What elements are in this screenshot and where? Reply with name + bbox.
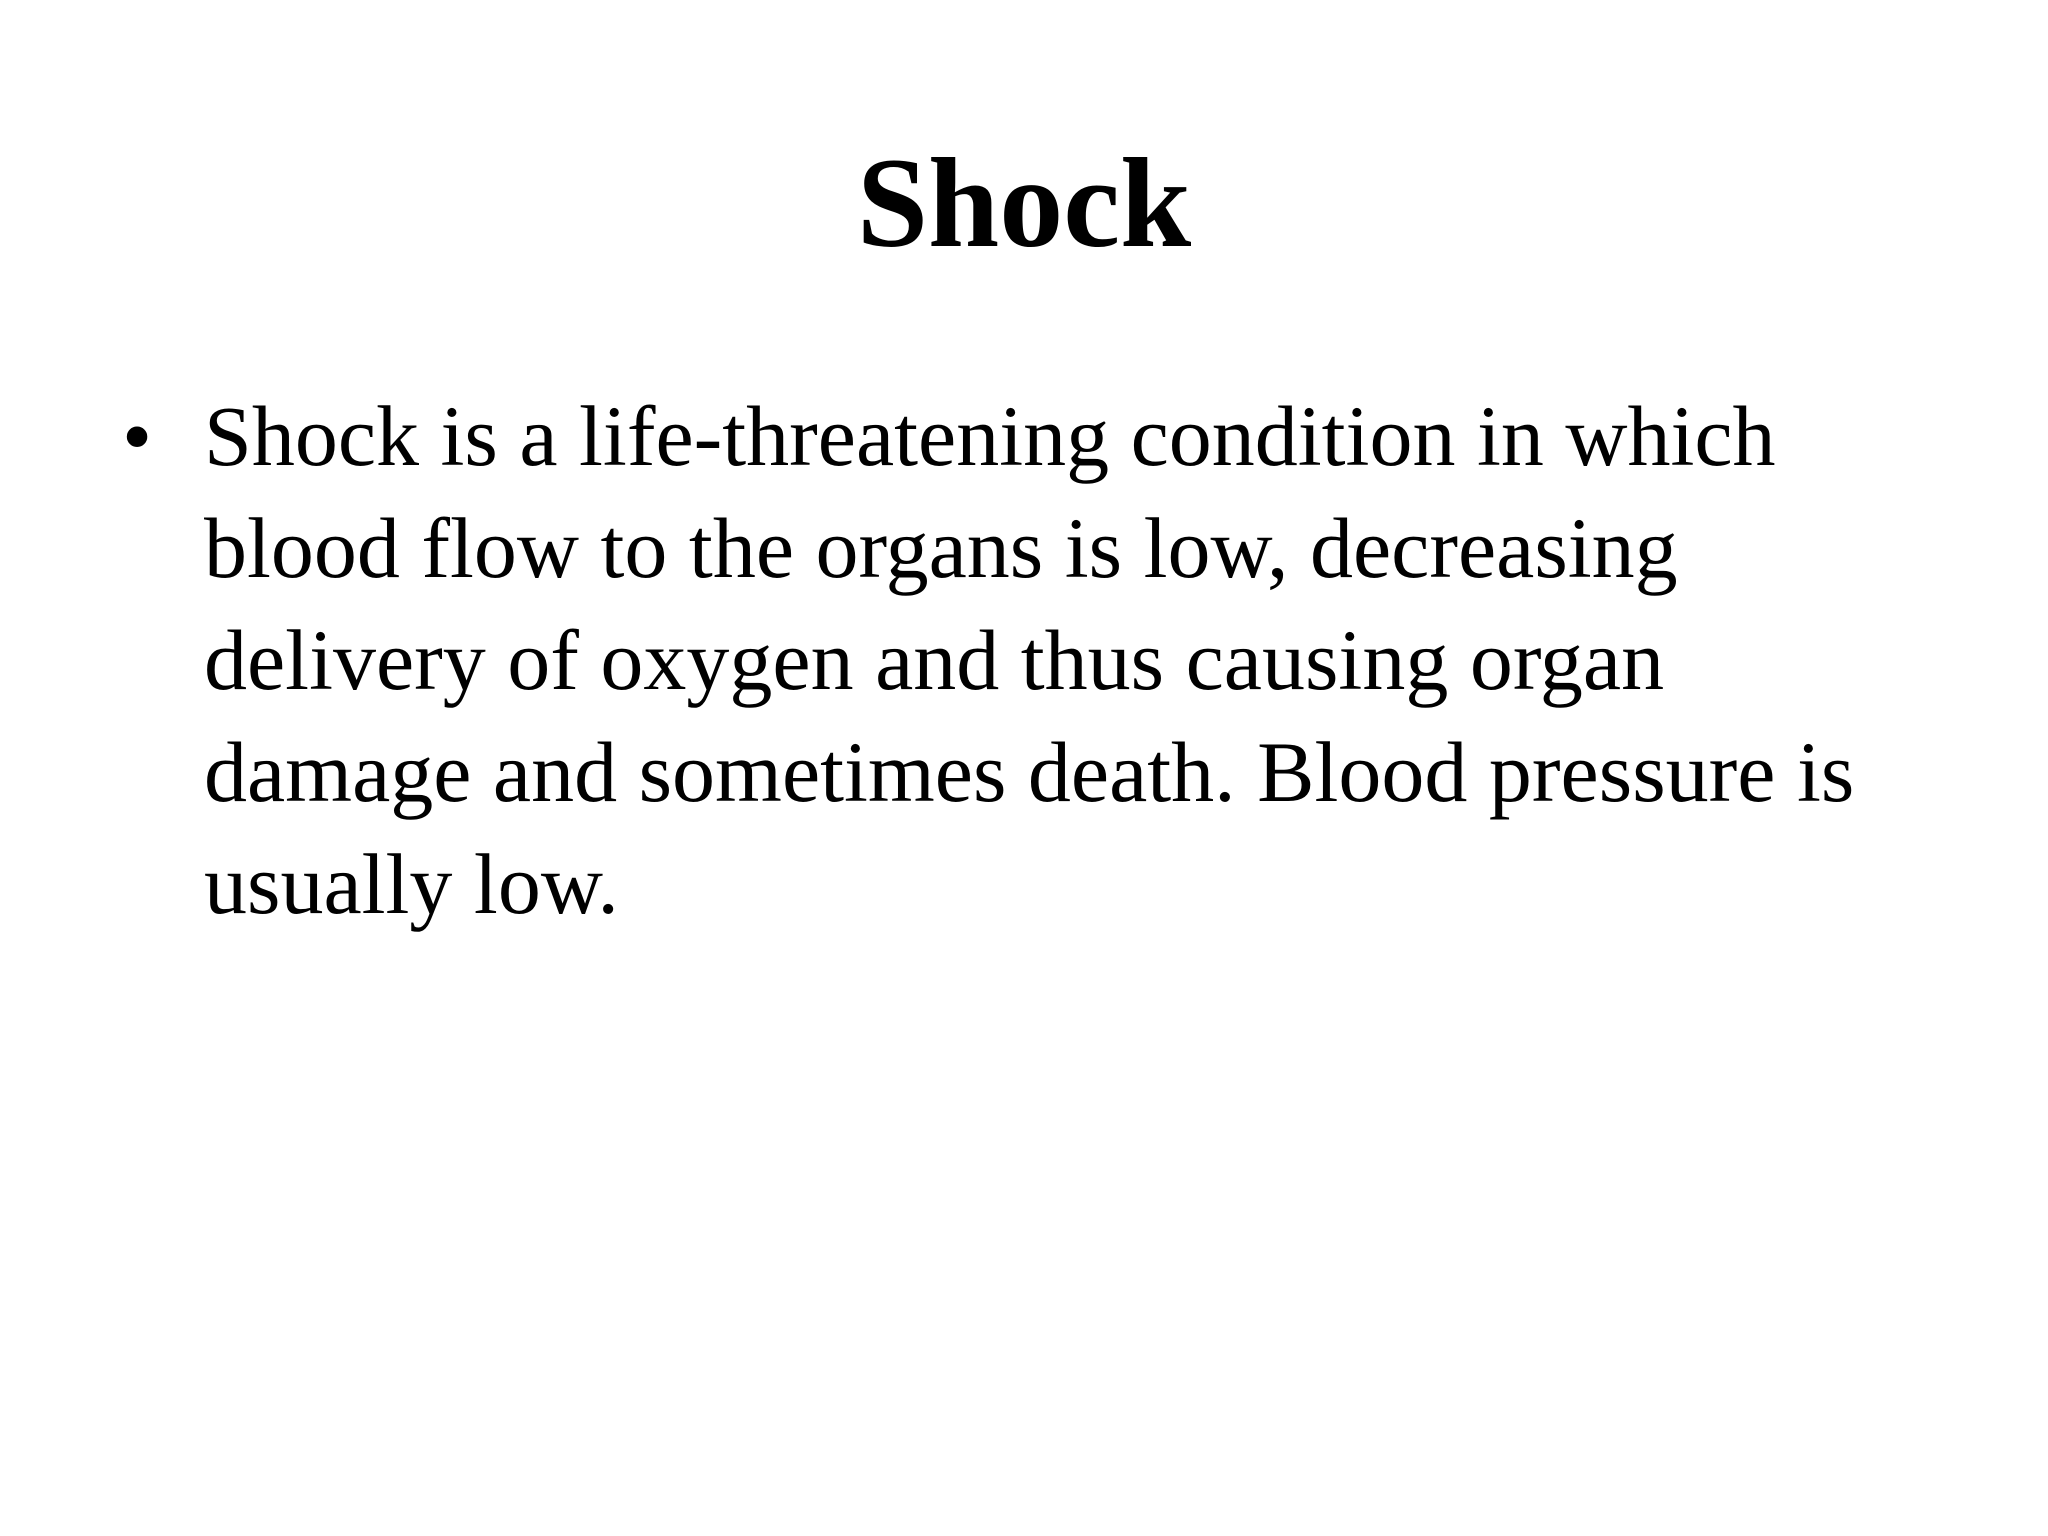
bullet-text: Shock is a life-threatening condition in which blood flow to the organs is low, decreasing delivery of oxygen and thus causing organ damage and sometimes death. Blood pressure is usually low.	[204, 388, 1855, 932]
bullet-marker: •	[122, 388, 153, 484]
bullet-list	[122, 380, 1932, 940]
bullet-item	[122, 380, 1932, 940]
slide-title: Shock	[856, 132, 1192, 274]
